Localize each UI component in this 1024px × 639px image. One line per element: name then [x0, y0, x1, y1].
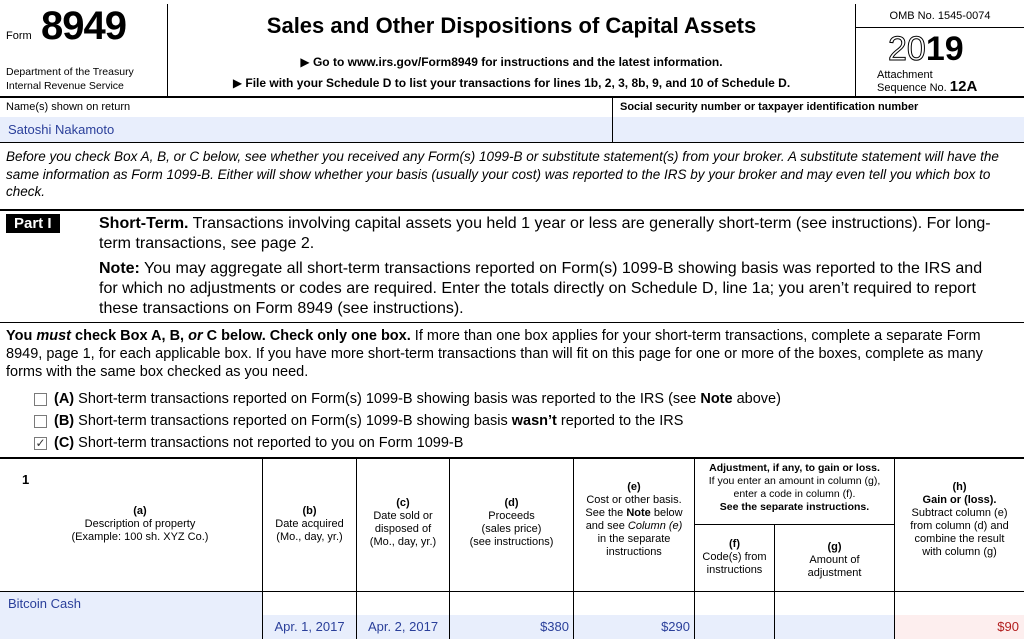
row-date-acquired: Apr. 1, 2017: [274, 619, 345, 634]
col-g-l2: adjustment: [807, 567, 862, 579]
form-title: Sales and Other Dispositions of Capital Assets: [266, 13, 757, 38]
col-h-l4: combine the result: [914, 533, 1005, 545]
schedule-d-instruction: ▶ File with your Schedule D to list your transactions for lines 1b, 2, 3, 8b, 9, and 10 of Schedule D.: [232, 76, 791, 90]
code-field[interactable]: [695, 615, 774, 639]
ci-you: You: [6, 328, 33, 344]
col-e-header: [574, 481, 694, 559]
name-label: Name(s) shown on return: [6, 101, 131, 113]
ssn-field[interactable]: [613, 117, 1024, 142]
row-description: Bitcoin Cash: [8, 596, 81, 611]
form-number: 8949: [41, 4, 126, 48]
checkbox-a[interactable]: [34, 393, 47, 406]
row-gain: $90: [997, 619, 1019, 634]
ci-text: If more than one box applies for your short-term transactions, complete a separate Form 8949, page 1, for each applicable box. If you have more short-term transactions than will fit on this page for one or more of the boxes, complete as many forms with the same box checked as you need.: [6, 328, 983, 380]
note-text: You may aggregate all short-term transactions reported on Form(s) 1099-B showing basis was reported to the IRS and for which no adjustments or codes are required. Enter the totals directly on Schedule D, line 1a; you aren’t required to report these transactions on Form 8949 (see instructions).: [99, 260, 983, 317]
short-term-label: Short-Term.: [99, 215, 189, 232]
checkbox-b[interactable]: [34, 415, 47, 428]
part-i-tag: Part I: [6, 214, 60, 233]
tax-year-outline: 20: [888, 30, 926, 68]
col-e-l1: Cost or other basis.: [586, 494, 682, 506]
form-label: Form: [6, 30, 32, 42]
col-g-l1: Amount of: [809, 554, 860, 566]
col-e-l2-post: below: [653, 507, 683, 519]
col-c-header: [357, 497, 449, 549]
col-c-l2: disposed of: [374, 523, 432, 535]
checkbox-c[interactable]: ✓: [35, 436, 46, 450]
omb-number: OMB No. 1545-0074: [889, 10, 991, 22]
col-f-header: [695, 538, 774, 577]
ci-only-one: C below. Check only one box.: [206, 328, 411, 344]
note-label: Note:: [99, 260, 140, 277]
adj-l1: Adjustment, if any, to gain or loss.: [709, 462, 880, 474]
col-b-l1: Date acquired: [275, 518, 344, 530]
col-h-letter: (h): [952, 481, 967, 493]
col-e-l4: in the separate: [597, 533, 671, 545]
tax-year-bold: 19: [925, 30, 964, 68]
short-term-text: Transactions involving capital assets you held 1 year or less are generally short-term (see instructions). For long-term transactions, see page 2.: [99, 215, 991, 252]
box-a-post: above): [736, 391, 781, 407]
box-b-label: [54, 413, 683, 429]
col-g-header: [775, 541, 894, 580]
col-f-l1: Code(s) from: [702, 551, 767, 563]
part-i-note: [99, 259, 999, 319]
row-cost: $290: [661, 619, 690, 634]
col-a-header: [20, 505, 260, 544]
col-c-letter: (c): [396, 497, 410, 509]
col-e-l3-italic: Column (e): [627, 520, 683, 532]
col-d-header: [450, 497, 573, 549]
col-h-l2: Subtract column (e): [911, 507, 1008, 519]
col-h-l1: Gain or (loss).: [922, 494, 997, 506]
ci-must: must: [36, 328, 71, 344]
box-c-text: Short-term transactions not reported to you on Form 1099-B: [78, 435, 464, 451]
adjustment-field[interactable]: [775, 615, 894, 639]
col-c-l1: Date sold or: [373, 510, 433, 522]
box-c-letter: (C): [54, 435, 75, 451]
check-instructions: [6, 327, 1016, 381]
ci-boxes: check Box A, B,: [75, 328, 185, 344]
adj-l4: See the separate instructions.: [719, 501, 870, 513]
box-b-post: reported to the IRS: [560, 413, 684, 429]
col-a-l2: (Example: 100 sh. XYZ Co.): [71, 531, 209, 543]
col-e-l2-bold: Note: [626, 507, 651, 519]
col-g-letter: (g): [827, 541, 842, 553]
box-c-label: [54, 435, 463, 451]
row-date-sold: Apr. 2, 2017: [367, 619, 439, 634]
box-a-text: Short-term transactions reported on Form(s) 1099-B showing basis was reported to the IRS (see: [78, 391, 697, 407]
col-d-l1: Proceeds: [488, 510, 535, 522]
tax-year: [888, 31, 964, 67]
col-a-letter: (a): [133, 505, 147, 517]
col-f-l2: instructions: [706, 564, 763, 576]
col-h-header: [895, 481, 1024, 559]
col-e-l2-pre: See the: [585, 507, 624, 519]
col-a-l1: Description of property: [84, 518, 196, 530]
ssn-label: Social security number or taxpayer identification number: [620, 101, 919, 113]
row-proceeds: $380: [540, 619, 569, 634]
ci-or: or: [188, 328, 203, 344]
col-e-l5: instructions: [606, 546, 662, 558]
line-number: 1: [22, 472, 30, 487]
box-b-bold: wasn’t: [511, 413, 557, 429]
adj-l3: enter a code in column (f).: [733, 488, 856, 500]
attachment-sequence: [877, 69, 977, 94]
col-h-l3: from column (d) and: [910, 520, 1009, 532]
part-i-heading: [99, 214, 999, 254]
box-b-letter: (B): [54, 413, 75, 429]
attachment-label: Attachment: [877, 69, 933, 81]
col-e-l3-pre: and see: [585, 520, 625, 532]
intro-text: Before you check Box A, B, or C below, see whether you received any Form(s) 1099-B or substitute statement(s) from your broker. A substitute statement will have the same information as Form 1099-B. Either will show whether your basis (usually your cost) was reported to the IRS by your broker and may even tell you which box to check.: [6, 149, 999, 199]
box-a-label: [54, 391, 781, 407]
sequence-label: Sequence No.: [877, 82, 947, 94]
col-d-l3: (see instructions): [469, 536, 554, 548]
adj-l2: If you enter an amount in column (g),: [708, 475, 881, 487]
instructions-link[interactable]: ▶ Go to www.irs.gov/Form8949 for instructions and the latest information.: [300, 55, 723, 69]
col-e-letter: (e): [627, 481, 641, 493]
adjustment-header: [695, 462, 894, 514]
col-d-l2: (sales price): [481, 523, 542, 535]
col-b-letter: (b): [302, 505, 317, 517]
name-value: Satoshi Nakamoto: [8, 122, 115, 137]
dept-line1: Department of the Treasury: [6, 66, 134, 78]
box-a-bold: Note: [700, 391, 733, 407]
col-f-letter: (f): [729, 538, 740, 550]
col-b-l2: (Mo., day, yr.): [276, 531, 343, 543]
col-d-letter: (d): [504, 497, 519, 509]
box-b-text: Short-term transactions reported on Form(s) 1099-B showing basis: [78, 413, 508, 429]
sequence-number: 12A: [949, 78, 978, 95]
col-b-header: [263, 505, 356, 544]
col-c-l3: (Mo., day, yr.): [369, 536, 437, 548]
col-h-l5: with column (g): [922, 546, 997, 558]
box-a-letter: (A): [54, 391, 75, 407]
dept-line2: Internal Revenue Service: [6, 80, 124, 92]
